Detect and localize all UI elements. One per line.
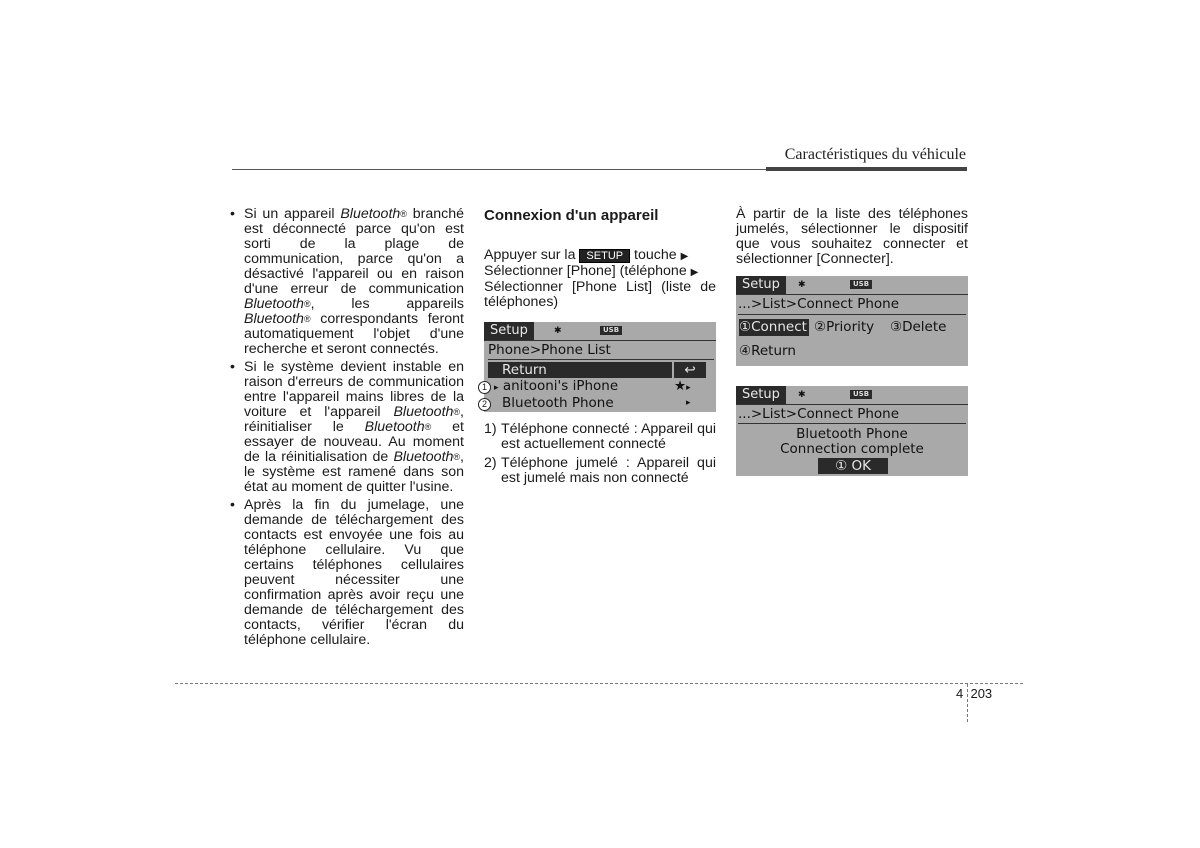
setup-tab: Setup	[484, 322, 534, 340]
usb-icon: USB	[850, 390, 872, 399]
setup-tab: Setup	[736, 386, 786, 404]
bluetooth-icon: ✱	[798, 390, 806, 400]
marker-1: 1	[478, 381, 491, 394]
footer-rule	[175, 683, 1023, 684]
page-number: 4 203	[956, 686, 993, 701]
screen-path: Phone>Phone List	[488, 342, 611, 358]
bullet-item: • Si le système devient instable en raison d'erreurs de communication entre l'appareil mains libres de la voiture et l'appareil Bluetooth®, réinitialiser le Bluetooth® et essayer de nouveau. Au moment de la réinitialisation de Bluetooth®, le système est ramené dans son état au moment de quitter l'usine.	[230, 359, 465, 495]
bullet-item: • Après la fin du jumelage, une demande de téléchargement des contacts est envoyée une fois au téléphone cellulaire. Vu que certains téléphones cellulaires peuvent nécessiter une confirmation après avoir reçu une demande de téléchargement des contacts, vérifier l'écran du téléphone cellulaire.	[230, 497, 464, 648]
connect-instructions: À partir de la liste des téléphones jumelés, sélectionner le dispositif que vous souhaitez connecter et sélectionner [Connecter].	[736, 206, 968, 267]
arrow-right-icon: ▶	[690, 267, 699, 278]
display-connection-complete	[736, 386, 968, 476]
page-divider	[967, 684, 968, 722]
ok-button[interactable]: ① OK	[818, 458, 888, 474]
priority-option[interactable]: ②Priority	[814, 319, 875, 335]
instructions: Appuyer sur la SETUP touche ▶ Sélectionner [Phone] (téléphone ▶ Sélectionner [Phone List] (liste de téléphones)	[484, 247, 716, 310]
status-message: Connection complete	[780, 441, 924, 457]
connected-star-icon: ★▸	[674, 378, 691, 394]
connect-option[interactable]: ①Connect	[739, 319, 807, 335]
bullet-item: • Si un appareil Bluetooth® branché est déconnecté parce qu'on est sorti de la plage de communication, parce qu'on a désactivé l'appareil ou en raison d'une erreur de communication Bluetooth®, les appareils Bluetooth® correspondants feront automatiquement l'objet d'une recherche et seront connectés.	[230, 206, 465, 357]
device-name: Bluetooth Phone	[796, 426, 908, 442]
list-item[interactable]: ▸ anitooni's iPhone	[494, 378, 619, 394]
usb-icon: USB	[850, 280, 872, 289]
chevron-right-icon: ▸	[686, 398, 691, 408]
return-item[interactable]: Return	[488, 362, 672, 378]
back-icon[interactable]: ↩	[674, 362, 706, 378]
display-connect-phone	[736, 276, 968, 366]
bullet-column	[230, 207, 464, 651]
setup-tab: Setup	[736, 276, 786, 294]
setup-key-icon: SETUP	[579, 249, 630, 263]
bluetooth-icon: ✱	[554, 326, 562, 336]
section-heading: Connexion d'un appareil	[484, 207, 659, 224]
screen-path: ...>List>Connect Phone	[738, 406, 900, 422]
chapter-title: Caractéristiques du véhicule	[784, 146, 966, 163]
return-option[interactable]: ④Return	[739, 343, 796, 359]
bluetooth-icon: ✱	[798, 280, 806, 290]
list-item[interactable]: Bluetooth Phone	[502, 395, 614, 411]
marker-2: 2	[478, 398, 491, 411]
header-bar	[766, 167, 967, 171]
arrow-right-icon: ▶	[680, 251, 689, 262]
screen-path: ...>List>Connect Phone	[738, 296, 900, 312]
delete-option[interactable]: ③Delete	[890, 319, 947, 335]
note-item: 1) Téléphone connecté : Appareil qui est actuellement connecté	[484, 421, 716, 452]
usb-icon: USB	[600, 326, 622, 335]
notes-list	[484, 422, 716, 490]
display-phone-list	[484, 322, 716, 412]
note-item: 2) Téléphone jumelé : Appareil qui est jumelé mais non connecté	[484, 455, 716, 486]
